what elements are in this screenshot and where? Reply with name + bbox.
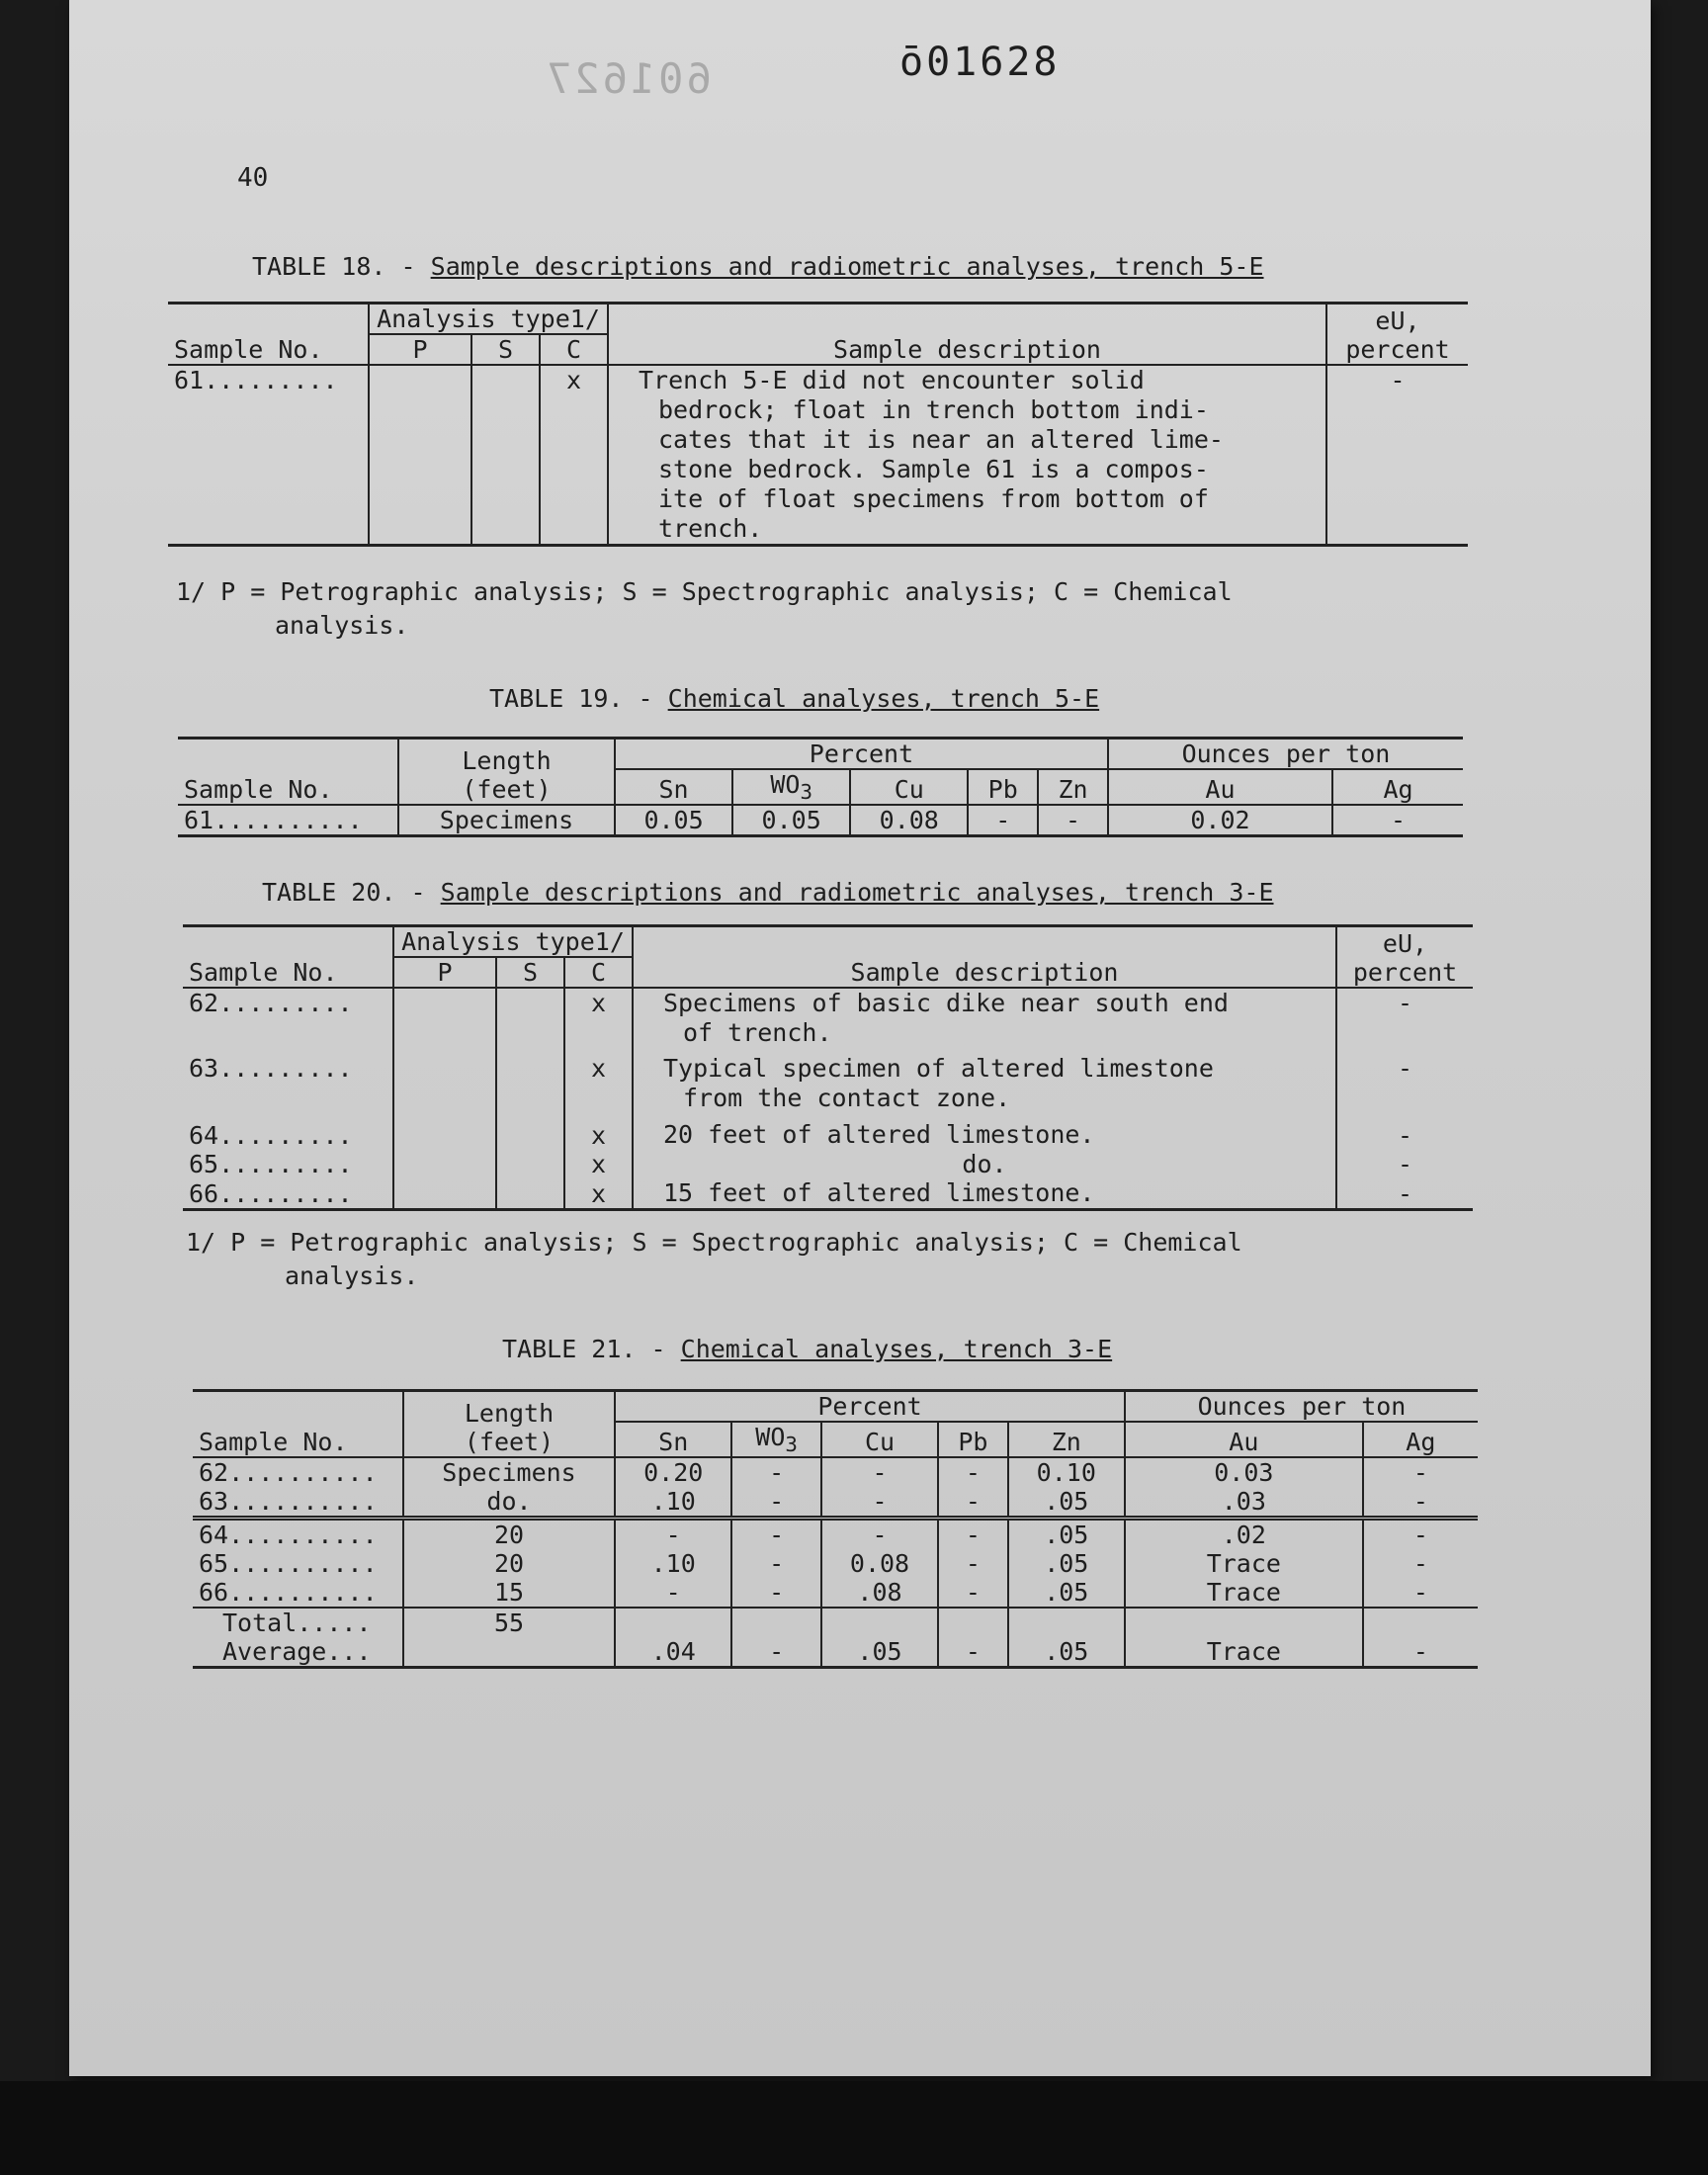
- table20-sample: 65.........: [189, 1150, 353, 1178]
- table21-col-length: [403, 1391, 615, 1458]
- table21-caption: [502, 1335, 1112, 1363]
- table20-footnote-line2: analysis.: [285, 1262, 419, 1290]
- table20-description: do.: [633, 1150, 1336, 1178]
- bleed-through-number: 601627: [544, 54, 712, 103]
- table21-sn: -: [615, 1578, 731, 1608]
- table18-eu: -: [1326, 365, 1468, 546]
- table19-length: Specimens: [398, 805, 615, 836]
- table21-length: 20: [403, 1519, 615, 1550]
- table18-col-eu: [1326, 304, 1468, 366]
- table21-average-label: Average...: [222, 1637, 372, 1666]
- table21-col-sn: Sn: [615, 1422, 731, 1457]
- table20-col-sample: Sample No.: [189, 958, 338, 987]
- table18-description: [608, 365, 1326, 546]
- table-row-average: [193, 1637, 1478, 1668]
- table20-col-eu-line1: eU,: [1382, 929, 1428, 958]
- table21-total-label: Total.....: [222, 1609, 372, 1637]
- table20-col-s: S: [496, 957, 564, 988]
- table-row: [178, 805, 1463, 836]
- table20-eu: -: [1336, 1150, 1473, 1178]
- table18-col-p: P: [369, 334, 471, 365]
- table-row: [168, 365, 1468, 546]
- table20-col-eu: [1336, 926, 1473, 989]
- table-row: [193, 1549, 1478, 1578]
- table18-col-desc: Sample description: [608, 304, 1326, 366]
- table21-sn: -: [615, 1519, 731, 1550]
- table21-avg-ag: -: [1363, 1637, 1478, 1668]
- table21-avg-au: Trace: [1125, 1637, 1363, 1668]
- table21-length: Specimens: [403, 1457, 615, 1487]
- table19-pb: -: [968, 805, 1038, 836]
- table21-col-ounces: Ounces per ton: [1125, 1391, 1478, 1423]
- document-page: [69, 0, 1651, 2076]
- table20-c-mark: x: [564, 1113, 633, 1150]
- table18-desc-line: cates that it is near an altered lime-: [658, 425, 1224, 454]
- table21-au: Trace: [1125, 1578, 1363, 1608]
- table20-desc-line: of trench.: [683, 1018, 832, 1047]
- table-row: [183, 1178, 1473, 1210]
- table21-col-percent: Percent: [615, 1391, 1125, 1423]
- table20-sample: 63.........: [189, 1054, 353, 1083]
- table18-col-analysis: Analysis type1/: [369, 304, 608, 335]
- table21-length: 15: [403, 1578, 615, 1608]
- table20-eu: -: [1336, 1113, 1473, 1150]
- table20-eu: -: [1336, 1178, 1473, 1210]
- table19-sample: 61..........: [184, 806, 363, 834]
- table20-col-p: P: [393, 957, 496, 988]
- table20-sample: 62.........: [189, 989, 353, 1017]
- table21-avg-zn: .05: [1008, 1637, 1125, 1668]
- table21-pb: -: [938, 1457, 1007, 1487]
- table18: [168, 302, 1468, 547]
- table-row-total: [193, 1608, 1478, 1637]
- table18-desc-line: bedrock; float in trench bottom indi-: [658, 395, 1209, 424]
- table21-sn: 0.20: [615, 1457, 731, 1487]
- table21-cu: -: [821, 1519, 938, 1550]
- table20-footnote-line1: 1/ P = Petrographic analysis; S = Spectrographic analysis; C = Chemical: [186, 1228, 1242, 1257]
- table20-description: [633, 1048, 1336, 1113]
- table18-c-mark: x: [540, 365, 608, 546]
- table19-caption-prefix: TABLE 19. -: [489, 684, 653, 713]
- table21-zn: .05: [1008, 1578, 1125, 1608]
- table-row: [193, 1457, 1478, 1487]
- table-row: [183, 1113, 1473, 1150]
- table18-col-s: S: [471, 334, 540, 365]
- table21-col-length-line2: (feet): [464, 1428, 555, 1456]
- table21-sample: 65..........: [199, 1549, 378, 1578]
- table20-col-eu-line2: percent: [1352, 958, 1458, 987]
- table18-footnote-line2: analysis.: [275, 611, 409, 640]
- table21-pb: -: [938, 1578, 1007, 1608]
- table19: [178, 737, 1463, 837]
- table19-col-ounces: Ounces per ton: [1108, 739, 1463, 770]
- table20-eu: -: [1336, 988, 1473, 1048]
- table19-col-length: [398, 739, 615, 806]
- table-row: [193, 1487, 1478, 1519]
- table18-col-sample: Sample No.: [174, 335, 323, 364]
- table18-sample: 61.........: [174, 366, 338, 394]
- table21-col-pb: Pb: [938, 1422, 1007, 1457]
- table21-zn: .05: [1008, 1487, 1125, 1519]
- table21-pb: -: [938, 1519, 1007, 1550]
- table21-col-cu: Cu: [821, 1422, 938, 1457]
- table21-wo3: -: [731, 1549, 820, 1578]
- table19-wo3: 0.05: [732, 805, 850, 836]
- table20-desc-line: Typical specimen of altered limestone: [663, 1054, 1214, 1083]
- table-row: [193, 1519, 1478, 1550]
- table21-col-sample: Sample No.: [199, 1428, 348, 1456]
- table21-ag: -: [1363, 1578, 1478, 1608]
- table21-avg-sn: .04: [615, 1637, 731, 1668]
- table19-col-length-line1: Length: [462, 746, 552, 775]
- table21-length: 20: [403, 1549, 615, 1578]
- table21-avg-wo3: -: [731, 1637, 820, 1668]
- page-number: 40: [237, 163, 269, 193]
- table20-c-mark: x: [564, 988, 633, 1048]
- table18-footnote-line1: 1/ P = Petrographic analysis; S = Spectrographic analysis; C = Chemical: [176, 577, 1233, 606]
- table21-au: .02: [1125, 1519, 1363, 1550]
- scan-border: [0, 2081, 1708, 2175]
- table21-ag: -: [1363, 1457, 1478, 1487]
- table20-sample: 64.........: [189, 1121, 353, 1150]
- table-row: [183, 1150, 1473, 1178]
- table21-sample: 64..........: [199, 1521, 378, 1549]
- table21-ag: -: [1363, 1519, 1478, 1550]
- table-row: [193, 1578, 1478, 1608]
- table21-ag: -: [1363, 1549, 1478, 1578]
- table20-eu: -: [1336, 1048, 1473, 1113]
- table21-cu: .08: [821, 1578, 938, 1608]
- table19-caption-title: Chemical analyses, trench 5-E: [667, 684, 1100, 713]
- table18-col-eu-line2: percent: [1345, 335, 1450, 364]
- table18-caption-title: Sample descriptions and radiometric analyses, trench 5-E: [430, 252, 1264, 281]
- table21-sample: 63..........: [199, 1487, 378, 1516]
- table21-avg-cu: .05: [821, 1637, 938, 1668]
- table21-col-au: Au: [1125, 1422, 1363, 1457]
- table19-cu: 0.08: [850, 805, 968, 836]
- table19-col-zn: Zn: [1038, 769, 1108, 805]
- table20-col-c: C: [564, 957, 633, 988]
- table19-col-sn: Sn: [615, 769, 732, 805]
- table19-col-cu: Cu: [850, 769, 968, 805]
- table18-desc-line: stone bedrock. Sample 61 is a compos-: [658, 455, 1209, 483]
- table21-sn: .10: [615, 1487, 731, 1519]
- table-row: [183, 1048, 1473, 1113]
- table20: [183, 924, 1473, 1211]
- table19-col-au: Au: [1108, 769, 1332, 805]
- table19-col-percent: Percent: [615, 739, 1108, 770]
- table20-c-mark: x: [564, 1178, 633, 1210]
- table18-col-eu-line1: eU,: [1375, 306, 1420, 335]
- table19-ag: -: [1332, 805, 1463, 836]
- table18-desc-line: ite of float specimens from bottom of: [658, 484, 1209, 513]
- table21-au: 0.03: [1125, 1457, 1363, 1487]
- table21-sn: .10: [615, 1549, 731, 1578]
- table20-sample: 66.........: [189, 1179, 353, 1208]
- table20-desc-line: Specimens of basic dike near south end: [663, 989, 1229, 1017]
- table21-wo3: -: [731, 1578, 820, 1608]
- table21-au: Trace: [1125, 1549, 1363, 1578]
- table18-desc-line: Trench 5-E did not encounter solid: [639, 366, 1145, 394]
- table20-description: 15 feet of altered limestone.: [633, 1178, 1336, 1210]
- table19-col-wo3: $WO_3$: [732, 769, 850, 805]
- table21-zn: 0.10: [1008, 1457, 1125, 1487]
- table21-pb: -: [938, 1549, 1007, 1578]
- table-row: [183, 988, 1473, 1048]
- table21-col-ag: Ag: [1363, 1422, 1478, 1457]
- table18-desc-line: trench.: [658, 514, 763, 543]
- table21-total-length: 55: [403, 1608, 615, 1637]
- table18-footnote: [176, 575, 1233, 643]
- table21-au: .03: [1125, 1487, 1363, 1519]
- table21-length: do.: [403, 1487, 615, 1519]
- table21-cu: 0.08: [821, 1549, 938, 1578]
- table20-footnote: [186, 1226, 1242, 1293]
- table21-zn: .05: [1008, 1519, 1125, 1550]
- document-number: ō01628: [899, 40, 1061, 85]
- table19-au: 0.02: [1108, 805, 1332, 836]
- table20-col-desc: Sample description: [633, 926, 1336, 989]
- table18-col-c: C: [540, 334, 608, 365]
- table21-col-wo3: $WO_3$: [731, 1422, 820, 1457]
- table18-caption-prefix: TABLE 18. -: [252, 252, 416, 281]
- table20-description: 20 feet of altered limestone.: [633, 1113, 1336, 1150]
- table21-sample: 62..........: [199, 1458, 378, 1487]
- table20-c-mark: x: [564, 1048, 633, 1113]
- table20-caption: [262, 878, 1274, 907]
- table21-cu: -: [821, 1487, 938, 1519]
- table21-cu: -: [821, 1457, 938, 1487]
- table21-col-length-line1: Length: [464, 1399, 555, 1428]
- table19-sn: 0.05: [615, 805, 732, 836]
- table20-description: [633, 988, 1336, 1048]
- table21-zn: .05: [1008, 1549, 1125, 1578]
- table21-wo3: -: [731, 1519, 820, 1550]
- table19-col-ag: Ag: [1332, 769, 1463, 805]
- table21-caption-title: Chemical analyses, trench 3-E: [680, 1335, 1113, 1363]
- table19-col-length-line2: (feet): [462, 775, 552, 804]
- table20-col-analysis: Analysis type1/: [393, 926, 633, 958]
- table21-avg-pb: -: [938, 1637, 1007, 1668]
- table21: [193, 1389, 1478, 1669]
- table20-c-mark: x: [564, 1150, 633, 1178]
- table21-ag: -: [1363, 1487, 1478, 1519]
- table21-wo3: -: [731, 1487, 820, 1519]
- table20-caption-title: Sample descriptions and radiometric analyses, trench 3-E: [440, 878, 1274, 907]
- table21-col-zn: Zn: [1008, 1422, 1125, 1457]
- table20-caption-prefix: TABLE 20. -: [262, 878, 426, 907]
- table20-desc-line: from the contact zone.: [683, 1084, 1011, 1112]
- table21-wo3: -: [731, 1457, 820, 1487]
- table19-col-sample: Sample No.: [184, 775, 333, 804]
- table19-caption: [489, 684, 1099, 713]
- table21-pb: -: [938, 1487, 1007, 1519]
- table19-zn: -: [1038, 805, 1108, 836]
- table21-sample: 66..........: [199, 1578, 378, 1607]
- table19-col-pb: Pb: [968, 769, 1038, 805]
- table21-caption-prefix: TABLE 21. -: [502, 1335, 666, 1363]
- table18-caption: [252, 252, 1264, 281]
